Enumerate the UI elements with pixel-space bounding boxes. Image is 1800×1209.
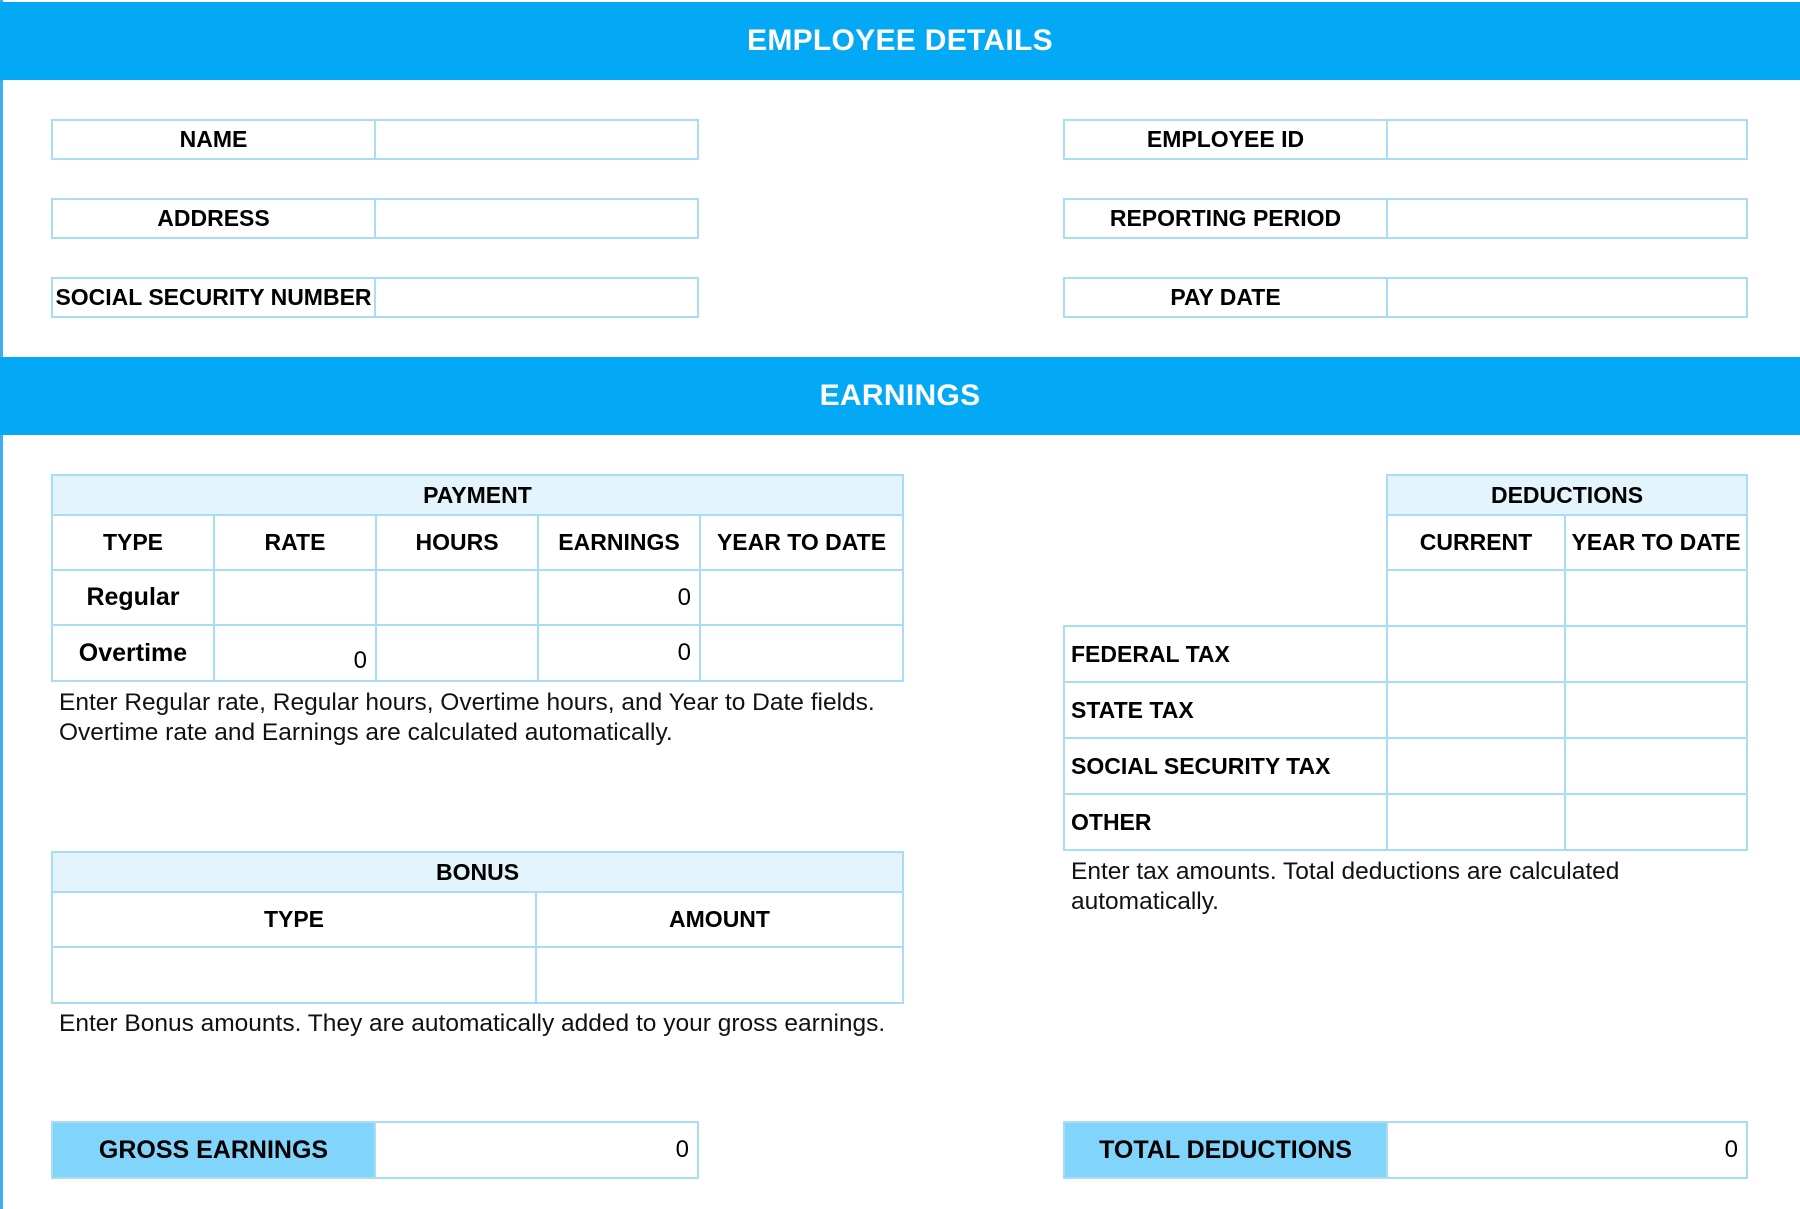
reporting-period-label: REPORTING PERIOD: [1063, 198, 1388, 239]
total-deductions-value: 0: [1386, 1121, 1748, 1179]
payment-note: Enter Regular rate, Regular hours, Overtime hours, and Year to Date fields. Overtime rate and Earnings are calculated automatically.: [59, 689, 875, 746]
bonus-note: Enter Bonus amounts. They are automatically added to your gross earnings.: [59, 1010, 886, 1037]
regular-earnings-value: 0: [537, 569, 701, 626]
other-deduction-current-field[interactable]: [1386, 793, 1566, 851]
overtime-ytd-field[interactable]: [699, 624, 904, 682]
address-label: ADDRESS: [51, 198, 376, 239]
earnings-banner: [0, 357, 1800, 435]
other-deduction-label: OTHER: [1063, 793, 1388, 851]
overtime-earnings-value: 0: [537, 624, 701, 682]
state-tax-current-field[interactable]: [1386, 681, 1566, 739]
address-field[interactable]: [374, 198, 699, 239]
bonus-title: BONUS: [51, 851, 904, 893]
earnings-title: EARNINGS: [819, 379, 981, 412]
social-security-tax-label: SOCIAL SECURITY TAX: [1063, 737, 1388, 795]
deductions-col-ytd: YEAR TO DATE: [1564, 514, 1748, 571]
overtime-rate-value: 0: [213, 624, 377, 682]
bonus-type-field[interactable]: [51, 946, 537, 1004]
state-tax-label: STATE TAX: [1063, 681, 1388, 739]
deductions-title: DEDUCTIONS: [1386, 474, 1748, 516]
employee-details-banner: [0, 2, 1800, 80]
regular-rate-field[interactable]: [213, 569, 377, 626]
payment-row-regular-type: Regular: [51, 569, 215, 626]
bonus-col-type: TYPE: [51, 891, 537, 948]
regular-hours-field[interactable]: [375, 569, 539, 626]
bonus-col-amount: AMOUNT: [535, 891, 904, 948]
payment-col-earnings: EARNINGS: [537, 514, 701, 571]
employee-details-title: EMPLOYEE DETAILS: [747, 24, 1053, 57]
ssn-field[interactable]: [374, 277, 699, 318]
bonus-amount-field[interactable]: [535, 946, 904, 1004]
deductions-col-current: CURRENT: [1386, 514, 1566, 571]
reporting-period-field[interactable]: [1386, 198, 1748, 239]
federal-tax-current-field[interactable]: [1386, 625, 1566, 683]
employee-id-label: EMPLOYEE ID: [1063, 119, 1388, 160]
federal-tax-label: FEDERAL TAX: [1063, 625, 1388, 683]
name-label: NAME: [51, 119, 376, 160]
deductions-note: Enter tax amounts. Total deductions are calculated automatically.: [1071, 858, 1620, 915]
total-deductions-label: TOTAL DEDUCTIONS: [1063, 1121, 1388, 1179]
overtime-hours-field[interactable]: [375, 624, 539, 682]
payment-col-hours: HOURS: [375, 514, 539, 571]
ssn-label: SOCIAL SECURITY NUMBER: [51, 277, 376, 318]
payment-col-type: TYPE: [51, 514, 215, 571]
employee-id-field[interactable]: [1386, 119, 1748, 160]
pay-date-label: PAY DATE: [1063, 277, 1388, 318]
payment-col-ytd: YEAR TO DATE: [699, 514, 904, 571]
deductions-blank-ytd: [1564, 569, 1748, 627]
gross-earnings-value: 0: [374, 1121, 699, 1179]
left-border: [0, 0, 3, 1209]
social-security-tax-ytd-field[interactable]: [1564, 737, 1748, 795]
regular-ytd-field[interactable]: [699, 569, 904, 626]
deductions-blank-current: [1386, 569, 1566, 627]
other-deduction-ytd-field[interactable]: [1564, 793, 1748, 851]
state-tax-ytd-field[interactable]: [1564, 681, 1748, 739]
payment-col-rate: RATE: [213, 514, 377, 571]
federal-tax-ytd-field[interactable]: [1564, 625, 1748, 683]
payment-row-overtime-type: Overtime: [51, 624, 215, 682]
pay-date-field[interactable]: [1386, 277, 1748, 318]
payment-title: PAYMENT: [51, 474, 904, 516]
social-security-tax-current-field[interactable]: [1386, 737, 1566, 795]
gross-earnings-label: GROSS EARNINGS: [51, 1121, 376, 1179]
name-field[interactable]: [374, 119, 699, 160]
